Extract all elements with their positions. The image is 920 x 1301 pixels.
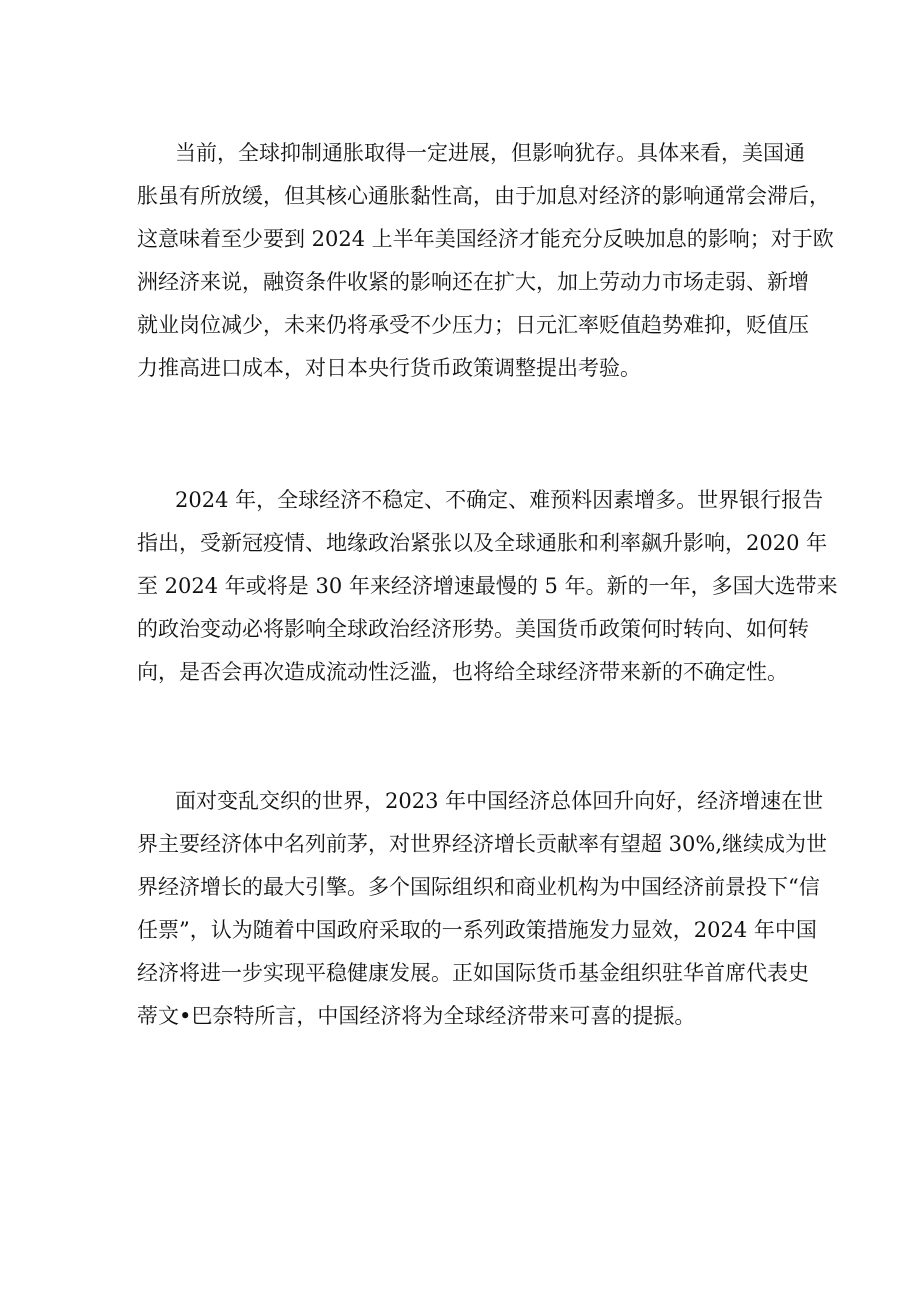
paragraph-2 <box>137 479 838 694</box>
paragraph-line: 当前，全球抑制通胀取得一定进展，但影响犹存。具体来看，美国通 <box>175 141 805 165</box>
paragraph-line: 蒂文•巴奈特所言，中国经济将为全球经济带来可喜的提振。 <box>137 1004 696 1028</box>
paragraph-line: 任票”，认为随着中国政府采取的一系列政策措施发力显效，2024 年中国 <box>137 918 817 942</box>
paragraph-3 <box>137 780 828 1038</box>
paragraph-line: 这意味着至少要到 2024 上半年美国经济才能充分反映加息的影响；对于欧 <box>137 227 834 251</box>
paragraph-line: 界主要经济体中名列前茅，对世界经济增长贡献率有望超 30%,继续成为世 <box>137 832 828 856</box>
paragraph-line: 的政治变动必将影响全球政治经济形势。美国货币政策何时转向、如何转 <box>137 617 809 641</box>
paragraph-line: 界经济增长的最大引擎。多个国际组织和商业机构为中国经济前景投下“信 <box>137 875 820 899</box>
paragraph-line: 2024 年，全球经济不稳定、不确定、难预料因素增多。世界银行报告 <box>175 488 824 512</box>
paragraph-line: 面对变乱交织的世界，2023 年中国经济总体回升向好，经济增速在世 <box>175 789 824 813</box>
paragraph-line: 指出，受新冠疫情、地缘政治紧张以及全球通胀和利率飙升影响，2020 年 <box>137 531 828 555</box>
paragraph-line: 胀虽有所放缓，但其核心通胀黏性高，由于加息对经济的影响通常会滞后， <box>137 184 830 208</box>
paragraph-line: 力推高进口成本，对日本央行货币政策调整提出考验。 <box>137 356 641 380</box>
paragraph-line: 就业岗位减少，未来仍将承受不少压力；日元汇率贬值趋势难抑，贬值压 <box>137 313 809 337</box>
paragraph-line: 经济将进一步实现平稳健康发展。正如国际货币基金组织驻华首席代表史 <box>137 961 809 985</box>
paragraph-1 <box>137 132 834 390</box>
paragraph-line: 向，是否会再次造成流动性泛滥，也将给全球经济带来新的不确定性。 <box>137 660 788 684</box>
paragraph-line: 洲经济来说，融资条件收紧的影响还在扩大，加上劳动力市场走弱、新增 <box>137 270 809 294</box>
paragraph-line: 至 2024 年或将是 30 年来经济增速最慢的 5 年。新的一年，多国大选带来 <box>137 574 838 598</box>
